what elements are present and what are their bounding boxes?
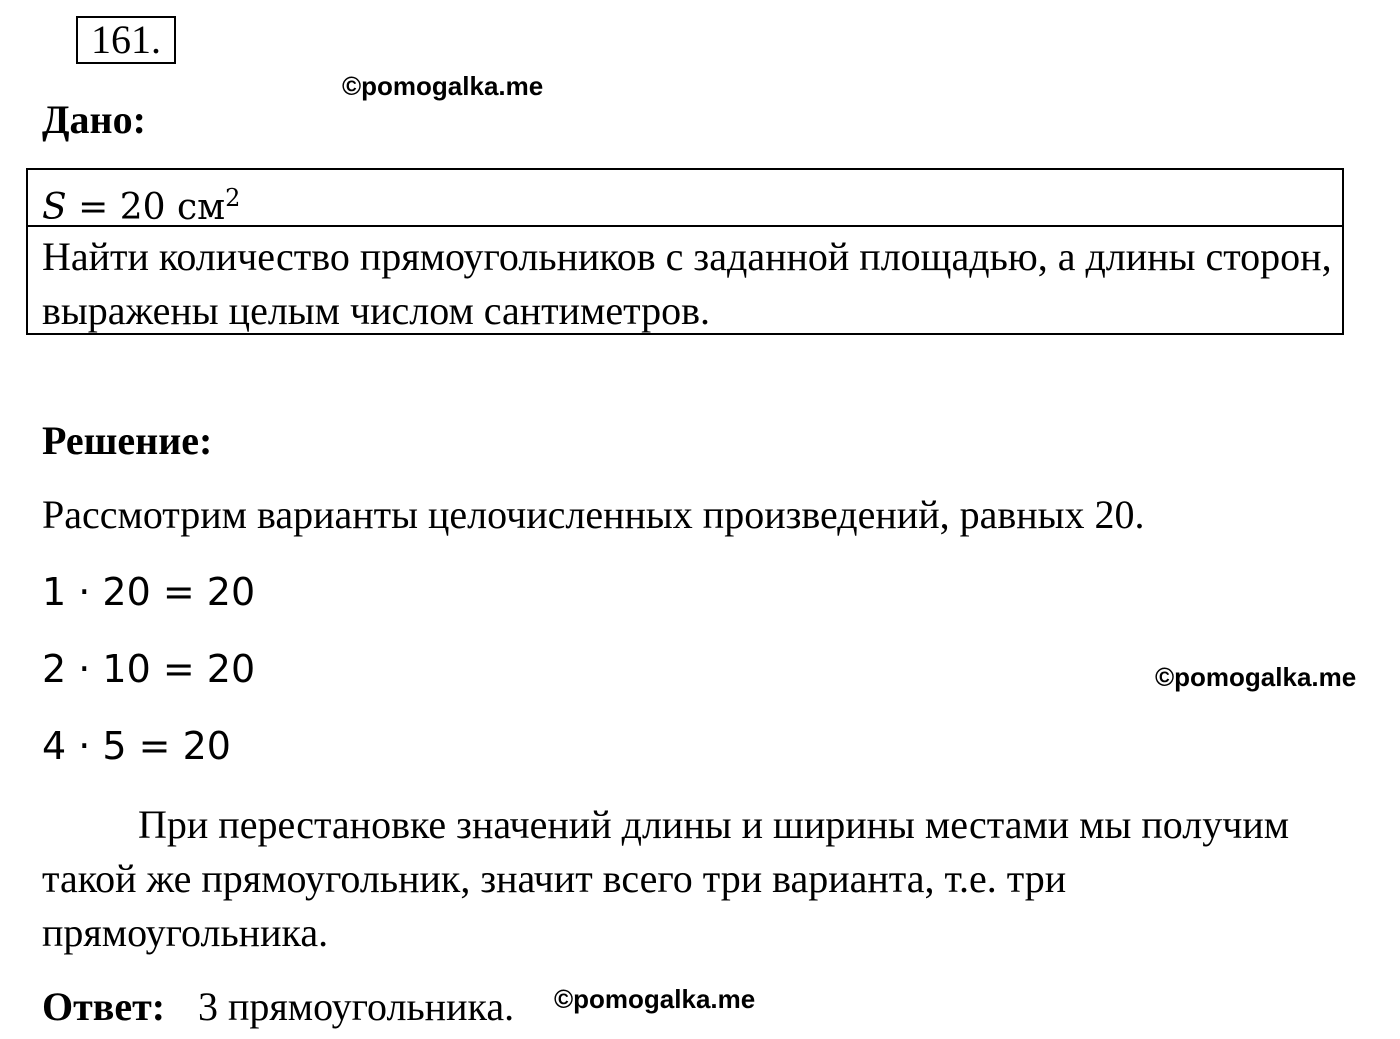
- solution-intro: Рассмотрим варианты целочисленных произведений, равных 20.: [42, 492, 1145, 537]
- formula-variable: S: [42, 187, 67, 228]
- equation-2: 2 · 10 = 20: [42, 647, 256, 691]
- given-formula-row: [28, 170, 1342, 227]
- equation-1: 1 · 20 = 20: [42, 570, 256, 614]
- formula-exponent: 2: [225, 184, 241, 212]
- watermark-bottom: ©pomogalka.me: [554, 984, 756, 1014]
- given-task-text: Найти количество прямоугольников с заданной площадью, а длины сторон, выражены целым числом сантиметров.: [42, 234, 1332, 333]
- given-heading: Дано:: [42, 97, 146, 142]
- given-box: [26, 168, 1344, 335]
- area-formula: [42, 176, 240, 230]
- watermark-middle: ©pomogalka.me: [1155, 662, 1357, 692]
- answer-value: 3 прямоугольника.: [198, 984, 515, 1029]
- solution-paragraph: При перестановке значений длины и ширины местами мы получим такой же прямоугольник, значит всего три варианта, т.е. три прямоугольника.: [42, 802, 1290, 955]
- answer-label: Ответ:: [42, 984, 166, 1029]
- problem-number: 161.: [76, 16, 176, 64]
- equation-3: 4 · 5 = 20: [42, 724, 231, 768]
- solution-heading: Решение:: [42, 418, 213, 463]
- formula-value: = 20 см: [66, 187, 226, 228]
- watermark-top: ©pomogalka.me: [342, 71, 544, 101]
